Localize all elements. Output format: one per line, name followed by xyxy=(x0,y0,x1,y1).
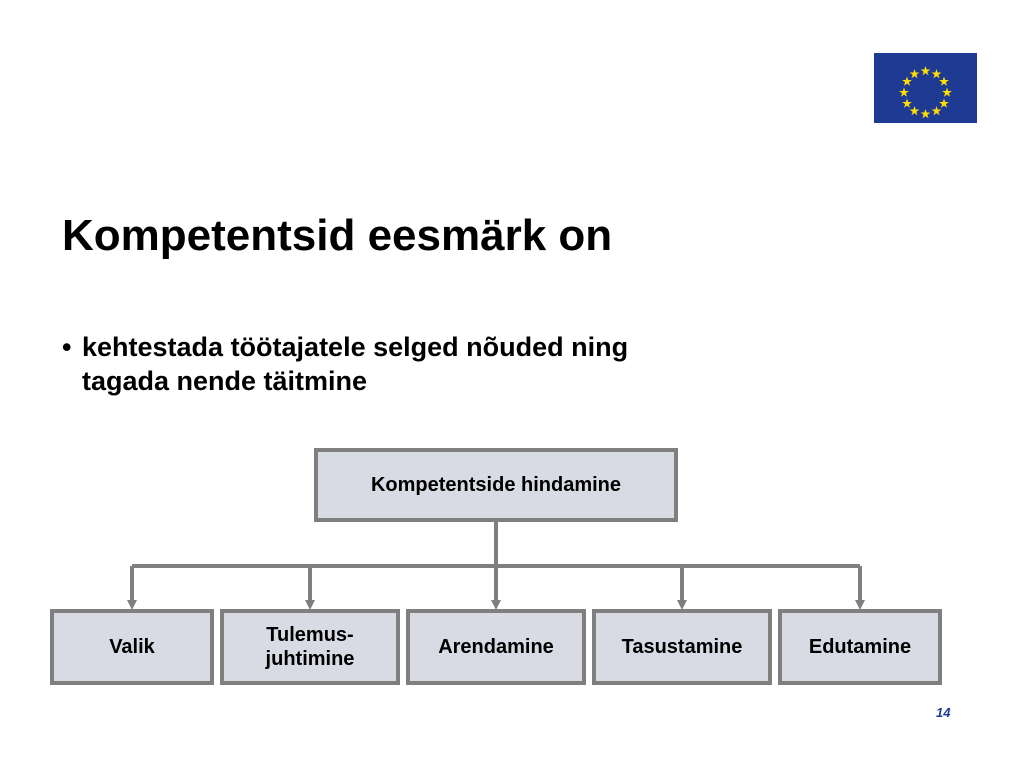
child-node-arendamine xyxy=(406,609,586,685)
page-number: 14 xyxy=(936,705,951,720)
child-node-tulemusjuhtimine xyxy=(220,609,400,685)
child-node-label: Edutamine xyxy=(808,636,912,658)
root-node-label: Kompetentside hindamine xyxy=(370,474,622,496)
child-node-valik xyxy=(50,609,214,685)
child-node-label: Tulemus- juhtimine xyxy=(265,624,355,670)
child-node-edutamine xyxy=(778,609,942,685)
child-node-label: Arendamine xyxy=(438,636,554,658)
bullet-dot-icon: • xyxy=(62,332,72,362)
root-node xyxy=(314,448,678,522)
child-node-label: Tasustamine xyxy=(621,636,743,658)
bullet-text: kehtestada töötajatele selged nõuded ning tagada nende täitmine xyxy=(82,332,629,396)
slide-title: Kompetentsid eesmärk on xyxy=(62,211,613,260)
child-node-tasustamine xyxy=(592,609,772,685)
child-node-label: Valik xyxy=(109,636,155,658)
